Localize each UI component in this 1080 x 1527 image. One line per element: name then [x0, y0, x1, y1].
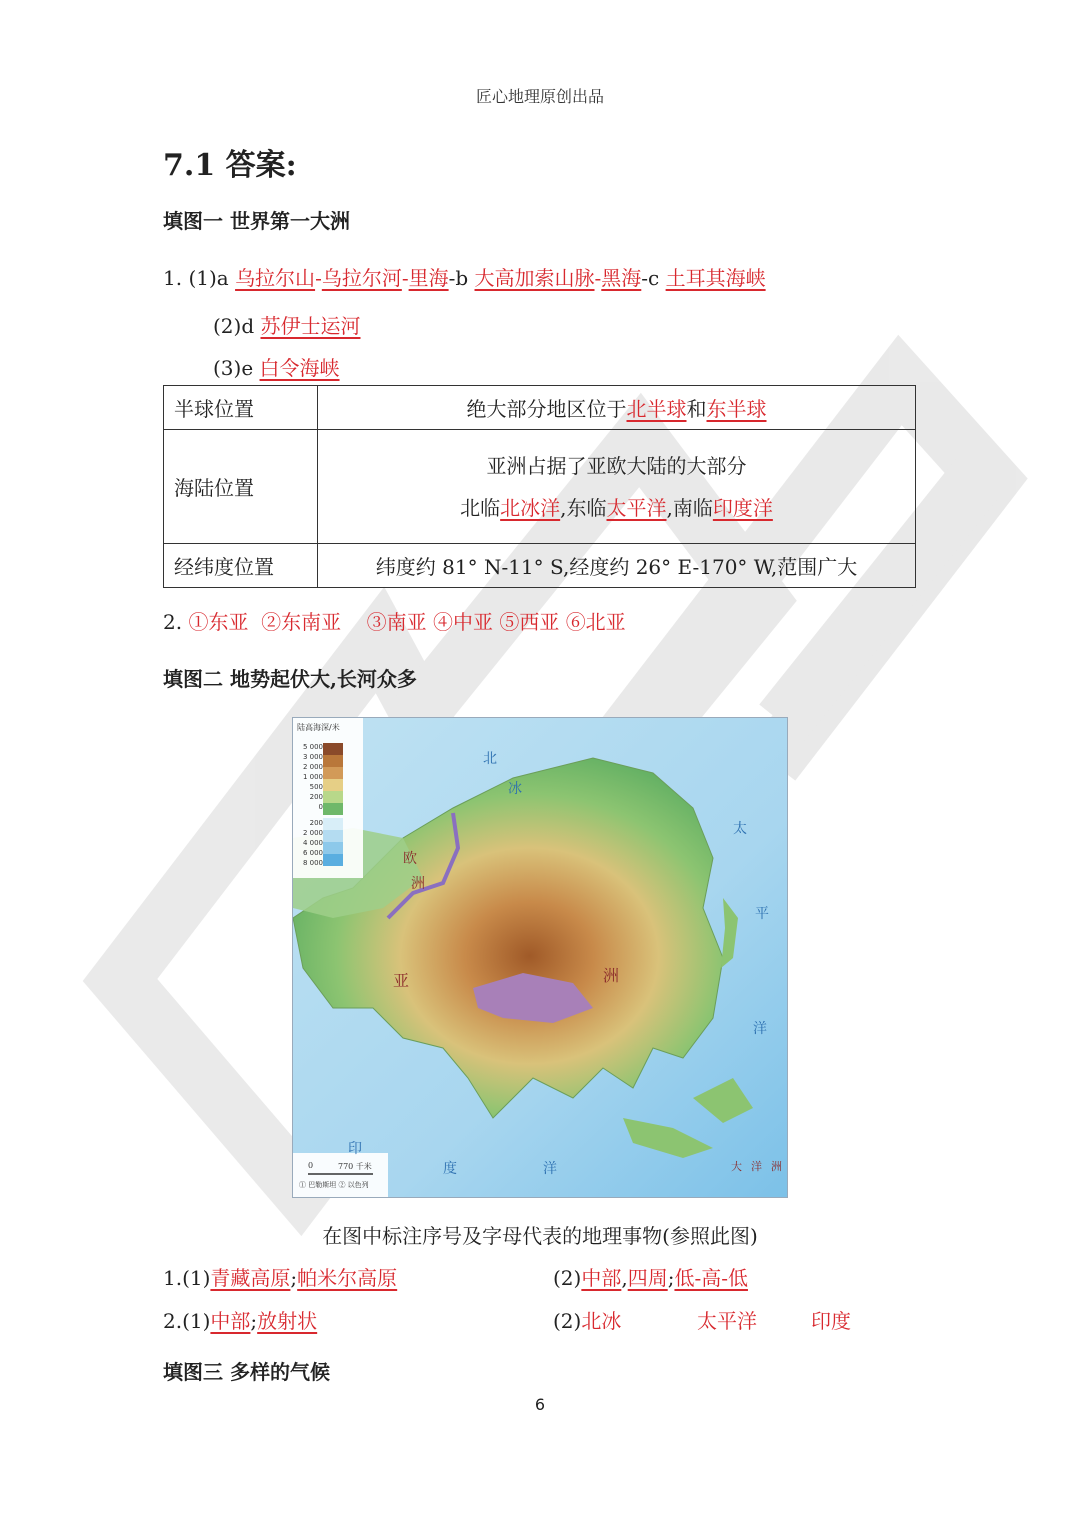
map-label: 洋 — [751, 1160, 762, 1173]
question-number: (3)e — [213, 356, 260, 380]
page-title: 7.1 答案: — [163, 148, 297, 183]
section-heading-1: 填图一 世界第一大洲 — [163, 209, 350, 233]
answer-line-1-1 — [163, 262, 766, 291]
legend-tick: 200 — [309, 819, 323, 827]
map-label: 亚 — [393, 971, 410, 990]
answer-indian: 印度 — [811, 1309, 851, 1333]
answer-ural-mountains: 乌拉尔山 — [235, 266, 316, 290]
answer-region: ③南亚 — [366, 610, 427, 634]
legend-tick: 5 000 — [302, 743, 323, 751]
map-legend-land — [295, 742, 323, 812]
answer-line-2 — [163, 606, 626, 635]
section-heading-3: 填图三 多样的气候 — [163, 1360, 330, 1384]
page-number: 6 — [534, 1395, 546, 1414]
cell-text: ,南临 — [666, 495, 713, 520]
map-label: 冰 — [508, 781, 522, 797]
legend-tick: 4 000 — [302, 839, 323, 847]
answer-region: ④中亚 — [432, 610, 493, 634]
map-footnote: ① 巴勒斯坦 ② 以色列 — [299, 1181, 369, 1189]
answer-tibetan-plateau: 青藏高原 — [210, 1266, 291, 1290]
answer-black-sea: 黑海 — [601, 266, 642, 290]
question-number: 2.(1) — [163, 1309, 211, 1333]
map-scale-zero: 0 — [308, 1161, 314, 1170]
page-header: 匠心地理原创出品 — [475, 87, 604, 106]
map-caption: 在图中标注序号及字母代表的地理事物(参照此图) — [322, 1224, 758, 1248]
legend-tick: 8 000 — [302, 859, 323, 867]
separator: , — [621, 1266, 628, 1290]
map-label: 平 — [755, 906, 769, 922]
map-image — [293, 718, 787, 1197]
question-number: 1. (1)a — [163, 266, 236, 290]
answer-line-1-2 — [213, 310, 361, 339]
section-heading-2: 填图二 地势起伏大,长河众多 — [163, 667, 417, 691]
map-scale-label: 770 千米 — [338, 1162, 372, 1171]
map-label: 欧 — [403, 851, 417, 867]
answer-line-1-3 — [213, 352, 340, 381]
answer-ural-river: 乌拉尔河 — [321, 266, 402, 290]
table-value-lat-lon: 纬度约 81° N-11° S,经度约 26° E-170° W,范围广大 — [318, 544, 916, 588]
answer-bering-strait: 白令海峡 — [259, 356, 340, 380]
answer-pacific: 太平洋 — [697, 1309, 757, 1333]
legend-tick: 2 000 — [302, 763, 323, 771]
question-number: (2) — [553, 1266, 582, 1290]
answer-eastern-hemisphere: 东半球 — [706, 397, 767, 421]
table-label-sea-land: 海陆位置 — [164, 430, 318, 544]
answer-indian-ocean: 印度洋 — [712, 495, 773, 520]
separator: -b — [448, 266, 475, 290]
answer-line-2-2b — [553, 1305, 851, 1334]
answer-suez-canal: 苏伊士运河 — [260, 314, 361, 338]
map-label: 大 — [731, 1160, 742, 1173]
answer-line-2-1b — [553, 1262, 748, 1291]
question-number: (2)d — [213, 314, 261, 338]
question-number: 1.(1) — [163, 1266, 211, 1290]
answer-caucasus: 大高加索山脉 — [474, 266, 595, 290]
table-value-sea-land — [318, 430, 916, 544]
cell-line-2 — [328, 487, 905, 529]
question-number: 2. — [163, 610, 189, 634]
answer-northern-hemisphere: 北半球 — [626, 397, 687, 421]
answer-region: ①东亚 — [188, 610, 249, 634]
answer-low-high-low: 低-高-低 — [674, 1266, 748, 1290]
answer-region: ⑤西亚 — [499, 610, 560, 634]
answer-region: ⑥北亚 — [565, 610, 626, 634]
answer-center: 中部 — [210, 1309, 251, 1333]
answer-line-2-2 — [163, 1305, 317, 1334]
table-row — [164, 386, 916, 430]
legend-tick: 0 — [318, 803, 323, 811]
answer-radial: 放射状 — [257, 1309, 318, 1333]
map-label: 洲 — [411, 876, 425, 892]
answer-pacific-ocean: 太平洋 — [606, 495, 667, 520]
map-label: 印 — [348, 1141, 362, 1157]
separator: - — [594, 266, 602, 290]
table-label-lat-lon: 经纬度位置 — [164, 544, 318, 588]
asia-physical-map — [292, 717, 788, 1198]
legend-tick: 3 000 — [302, 753, 323, 761]
answer-center: 中部 — [581, 1266, 622, 1290]
separator: - — [315, 266, 322, 290]
table-label-hemisphere: 半球位置 — [164, 386, 318, 430]
cell-text: 绝大部分地区位于 — [466, 397, 627, 421]
cell-text: 北临 — [460, 495, 501, 520]
map-label: 太 — [733, 821, 747, 837]
answer-pamir-plateau: 帕米尔高原 — [297, 1266, 398, 1290]
answer-arctic-ocean: 北冰洋 — [500, 495, 561, 520]
answer-caspian-sea: 里海 — [408, 266, 449, 290]
answer-surroundings: 四周 — [627, 1266, 668, 1290]
legend-tick: 200 — [309, 793, 323, 801]
separator: -c — [641, 266, 666, 290]
answer-turkish-straits: 土耳其海峡 — [665, 266, 766, 290]
map-label: 洲 — [603, 966, 620, 985]
map-label: 北 — [483, 751, 497, 767]
legend-tick: 1 000 — [302, 773, 323, 781]
separator: - — [401, 266, 409, 290]
map-label: 度 — [443, 1161, 457, 1177]
position-table — [163, 385, 916, 588]
separator: ; — [667, 1266, 675, 1290]
map-label: 洋 — [543, 1161, 557, 1177]
question-number: (2) — [553, 1309, 582, 1333]
map-legend-sea — [295, 818, 323, 868]
cell-text: 亚洲占据了亚欧大陆的大部分 — [486, 453, 747, 478]
table-row — [164, 544, 916, 588]
table-row — [164, 430, 916, 544]
answer-line-2-1 — [163, 1262, 397, 1291]
legend-tick: 2 000 — [302, 829, 323, 837]
map-legend-title: 陆高海深/米 — [297, 723, 340, 732]
separator: ; — [290, 1266, 298, 1290]
cell-text: ,东临 — [560, 495, 607, 520]
separator: ; — [250, 1309, 258, 1333]
legend-tick: 6 000 — [302, 849, 323, 857]
map-label: 洲 — [771, 1160, 782, 1173]
map-label: 洋 — [753, 1021, 767, 1037]
answer-arctic: 北冰 — [581, 1309, 622, 1333]
cell-text: 和 — [686, 397, 707, 421]
answer-region: ②东南亚 — [261, 610, 342, 634]
legend-tick: 500 — [309, 783, 323, 791]
table-value-hemisphere — [318, 386, 916, 430]
